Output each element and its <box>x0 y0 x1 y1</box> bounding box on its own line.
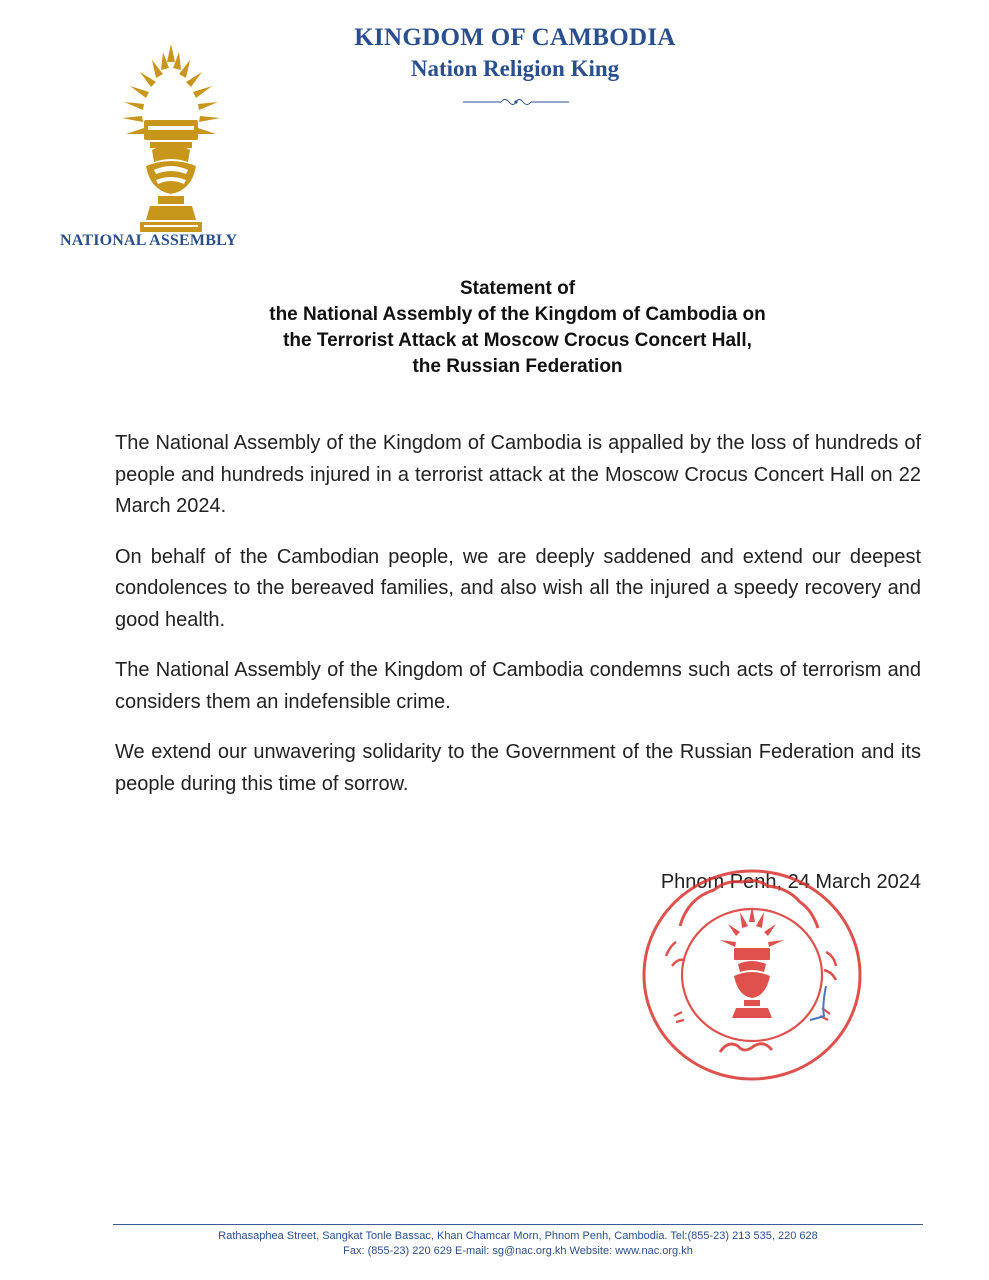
body-paragraph-3: The National Assembly of the Kingdom of Cambodia condemns such acts of terrorism and considers them an indefensible crime. <box>115 659 921 713</box>
footer-address: Rathasaphea Street, Sangkat Tonle Bassac, Khan Chamcar Morn, Phnom Penh, Cambodia. Tel:(855-23) 213 535, 220 628 <box>218 1230 818 1242</box>
official-seal-stamp-icon <box>640 866 864 1084</box>
place-and-date: Phnom Penh, 24 March 2024 <box>660 871 921 893</box>
body-paragraph-1: The National Assembly of the Kingdom of Cambodia is appalled by the loss of hundreds of people and hundreds injured in a terrorist attack at the Moscow Crocus Concert Hall on 22 March 2024. <box>115 432 921 517</box>
footer-contact <box>113 1229 923 1259</box>
title-line-4: the Russian Federation <box>412 356 623 377</box>
divider-ornament-icon <box>463 94 569 110</box>
national-motto: Nation Religion King <box>410 56 620 81</box>
country-title: KINGDOM OF CAMBODIA <box>354 24 676 51</box>
title-line-3: the Terrorist Attack at Moscow Crocus Concert Hall, <box>283 330 752 351</box>
national-assembly-emblem-icon <box>116 44 226 234</box>
footer-divider <box>113 1224 923 1225</box>
title-line-1: Statement of <box>459 278 576 299</box>
body-paragraph-4: We extend our unwavering solidarity to the Government of the Russian Federation and its people during this time of sorrow. <box>115 741 921 795</box>
statement-body <box>115 428 921 819</box>
assembly-name: NATIONAL ASSEMBLY <box>60 232 238 249</box>
statement-title <box>150 276 885 380</box>
body-paragraph-2: On behalf of the Cambodian people, we are deeply saddened and extend our deepest condolences to the bereaved families, and also wish all the injured a speedy recovery and good health. <box>115 545 921 631</box>
title-line-2: the National Assembly of the Kingdom of Cambodia on <box>269 304 766 325</box>
footer-contact-line: Fax: (855-23) 220 629 E-mail: sg@nac.org.kh Website: www.nac.org.kh <box>343 1245 693 1257</box>
